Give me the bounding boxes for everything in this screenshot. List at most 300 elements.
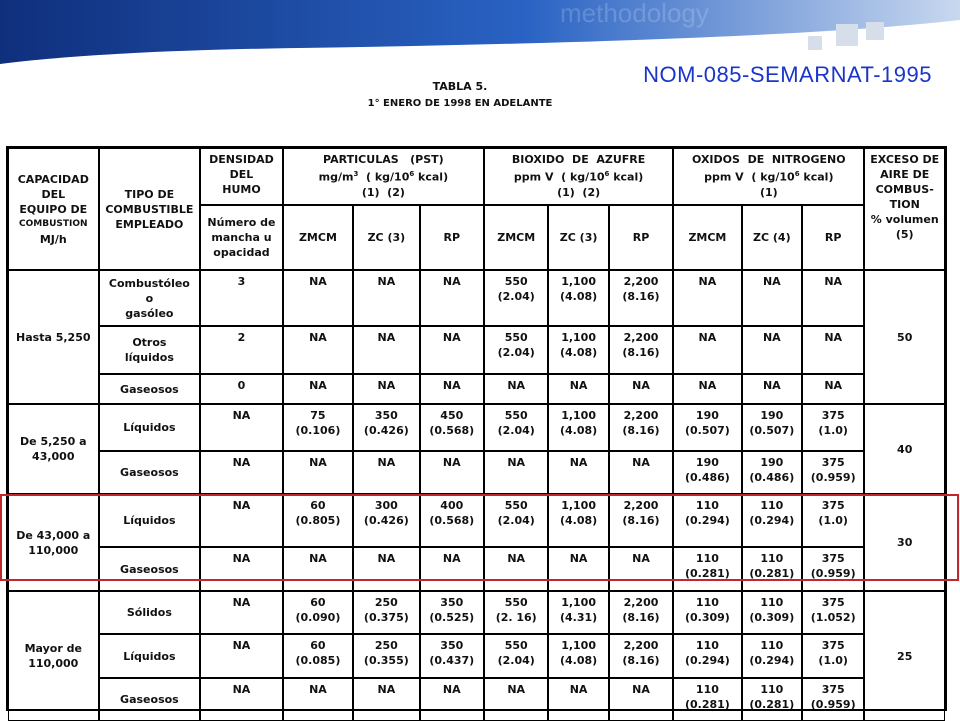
nox-value: (0.281) [749,698,795,711]
so2-value: (8.16) [622,424,660,437]
nox-value: (1.0) [818,514,848,527]
header-bioxido-azufre: BIOXIDO DE AZUFRE ppm V ( $kg/10^6$ kcal) (1) (2) [484,148,673,205]
pst-value: 60 [310,639,326,652]
fuel-type-line: Gaseosos [120,693,179,706]
nox-value: 110 [695,639,719,652]
so2-value: 2,200 [623,499,659,512]
table-row [8,326,945,374]
pst-value: (0.426) [363,424,409,437]
header-banner [0,0,960,64]
so2-value: NA [569,683,588,696]
density-cell: NA [200,494,283,547]
density-cell: 3 [200,270,283,326]
excess-air-cell: 50 [864,270,945,404]
subheader-so2-zc: ZC (3) [548,205,608,270]
so2-value: 1,100 [561,331,596,344]
nox-value-cell [742,494,802,547]
nox-value: (1.0) [818,424,848,437]
nox-value: 190 [695,409,719,422]
pst-value: (0.090) [295,611,341,624]
nox-value: 110 [695,596,719,609]
pst-value-cell [283,404,353,451]
so2-value: (4.08) [559,424,598,437]
nox-value: NA [824,331,843,344]
nox-value: NA [698,331,717,344]
pst-value: NA [309,683,327,696]
nox-value-cell [673,494,741,547]
pst-value-cell [353,404,419,451]
pst-value-cell [420,451,484,494]
table-row [8,374,945,404]
pst-value: (0.568) [429,514,475,527]
pst-value-cell [353,451,419,494]
so2-value-cell [548,326,608,374]
subheader-so2-rp: RP [609,205,673,270]
nox-value: 190 [760,456,784,469]
nox-value-cell [673,547,741,591]
nox-value-cell [802,270,864,326]
nox-value-cell [673,451,741,494]
pst-value-cell [420,591,484,634]
so2-value-cell [609,634,673,678]
table-row [8,591,945,634]
nox-value: 190 [695,456,719,469]
header-capacidad: CAPACIDAD DEL EQUIPO DE COMBUSTION MJ/h [8,148,99,270]
pst-value: NA [309,552,327,565]
so2-value: 550 [504,499,528,512]
so2-value-cell [548,678,608,721]
so2-value: (8.16) [622,290,660,303]
so2-value-cell [484,374,548,404]
so2-value-cell [609,547,673,591]
nox-value-cell [802,451,864,494]
pst-value: 350 [374,409,398,422]
so2-value-cell [548,591,608,634]
fuel-type-cell [99,678,201,721]
nox-value: 375 [821,499,845,512]
nox-value-cell [673,634,741,678]
nox-value-cell [673,326,741,374]
pst-value: NA [309,275,327,288]
nox-value: 110 [760,639,784,652]
fuel-type-cell [99,634,201,678]
nox-value-cell [802,591,864,634]
nox-value-cell [673,374,741,404]
so2-value: (2.04) [497,290,535,303]
so2-value-cell [484,678,548,721]
so2-value: 2,200 [623,409,659,422]
nox-value: (0.309) [749,611,795,624]
pst-value-cell [353,494,419,547]
pst-value-cell [353,591,419,634]
nox-value: (1.052) [810,611,856,624]
nox-value-cell [742,404,802,451]
density-cell: NA [200,591,283,634]
nox-value: (0.294) [749,514,795,527]
pst-value-cell [353,270,419,326]
nox-value-cell [802,326,864,374]
pst-value-cell [353,678,419,721]
fuel-type-cell [99,547,201,591]
density-cell: NA [200,678,283,721]
pst-value: NA [377,456,396,469]
nox-value-cell [673,270,741,326]
pst-value: (0.568) [429,424,475,437]
nox-value-cell [802,404,864,451]
pst-value-cell [283,591,353,634]
fuel-type-line: Otros [132,336,167,349]
nox-value-cell [802,634,864,678]
pst-value: (0.106) [295,424,341,437]
nox-value-cell [742,547,802,591]
pst-value: 400 [440,499,464,512]
pst-value: 250 [374,596,398,609]
pst-value-cell [420,494,484,547]
nox-value-cell [802,494,864,547]
nox-value: (0.281) [749,567,795,580]
pst-value: (0.525) [429,611,475,624]
capacity-cell: Hasta 5,250 [8,270,99,404]
density-cell: NA [200,404,283,451]
emissions-table [6,146,947,711]
nox-value-cell [673,678,741,721]
so2-value-cell [609,591,673,634]
so2-value: NA [632,456,650,469]
so2-value: 2,200 [623,596,659,609]
pst-value-cell [283,634,353,678]
nox-value: 190 [760,409,784,422]
nox-value: 375 [821,409,845,422]
so2-value: 1,100 [561,639,596,652]
header-exceso-aire: EXCESO DE AIRE DE COMBUS- TION % volumen (5) [864,148,945,270]
nox-value: 375 [821,596,845,609]
table-row [8,634,945,678]
subheader-so2-zmcm: ZMCM [484,205,548,270]
so2-value: (4.08) [559,654,598,667]
so2-value: (8.16) [622,346,660,359]
nox-value-cell [673,404,741,451]
nox-value-cell [742,374,802,404]
so2-value: NA [507,456,526,469]
pst-value: 75 [310,409,326,422]
nox-value-cell [742,270,802,326]
nox-value: (0.294) [749,654,795,667]
nox-value-cell [742,451,802,494]
so2-value-cell [484,404,548,451]
so2-value: 550 [504,596,528,609]
so2-value: (8.16) [622,654,660,667]
nox-value-cell [802,547,864,591]
table-row [8,451,945,494]
header-particulas: PARTICULAS (PST) $mg/m^3$ ( $kg/10^6$ kcal) (1) (2) [283,148,484,205]
so2-value: (2.04) [497,514,535,527]
table-body [8,270,945,721]
so2-value-cell [484,326,548,374]
nox-value: 375 [821,552,845,565]
so2-value: 550 [504,331,528,344]
pst-value-cell [420,634,484,678]
nox-value-cell [802,374,864,404]
so2-value-cell [484,451,548,494]
pst-value: NA [377,379,396,392]
capacity-cell: De 5,250 a 43,000 [8,404,99,494]
so2-value-cell [609,404,673,451]
nox-value-cell [802,678,864,721]
fuel-type-line: líquidos [124,351,174,364]
pst-value: (0.437) [429,654,475,667]
so2-value-cell [484,494,548,547]
so2-value: NA [507,683,526,696]
subheader-pst-zmcm: ZMCM [283,205,353,270]
pst-value-cell [283,451,353,494]
so2-value: NA [569,379,588,392]
so2-value: (2.04) [497,654,535,667]
nox-value: (0.959) [810,567,856,580]
fuel-type-line: Gaseosos [120,562,179,576]
so2-value: (2.04) [497,346,535,359]
pst-value: 350 [440,596,464,609]
pst-value-cell [283,326,353,374]
nox-value: (0.486) [684,471,730,484]
fuel-type-cell [99,494,201,547]
table-caption-subtitle: 1° ENERO DE 1998 EN ADELANTE [367,98,553,109]
pst-value-cell [420,404,484,451]
so2-value: (8.16) [622,611,660,624]
pst-value: 450 [440,409,464,422]
so2-value: 1,100 [561,499,596,512]
subheader-nox-zc: ZC (4) [742,205,802,270]
so2-value-cell [484,547,548,591]
fuel-type-cell [99,451,201,494]
fuel-type-cell [99,326,201,374]
pst-value: NA [309,379,327,392]
nox-value: 110 [760,596,784,609]
so2-value-cell [609,494,673,547]
nox-value: (0.507) [749,424,795,437]
fuel-type-line: Combustóleo [108,276,190,290]
pst-value-cell [283,270,353,326]
banner-watermark: methodology [560,0,709,28]
table-caption [330,78,590,112]
fuel-type-line: Sólidos [126,606,172,619]
so2-value: NA [632,379,650,392]
pst-value: 60 [310,596,326,609]
nox-value: 375 [821,456,845,469]
nox-value: (0.507) [684,424,730,437]
nox-value: 110 [695,499,719,512]
page-title: NOM-085-SEMARNAT-1995 [643,62,932,87]
so2-value: (8.16) [622,514,660,527]
nox-value: NA [762,275,781,288]
capacity-cell: De 43,000 a 110,000 [8,494,99,591]
nox-value: NA [698,275,717,288]
pst-value: NA [442,456,461,469]
pst-value: 350 [440,639,464,652]
pst-value: NA [442,552,461,565]
density-cell: NA [200,451,283,494]
pst-value: NA [377,275,396,288]
so2-value-cell [548,374,608,404]
table-row [8,547,945,591]
nox-value: 375 [821,683,845,696]
pst-value-cell [283,494,353,547]
so2-value: 1,100 [561,596,596,609]
nox-value: NA [698,379,717,392]
pst-value-cell [420,374,484,404]
so2-value: (4.08) [559,514,598,527]
so2-value-cell [548,270,608,326]
nox-value-cell [742,634,802,678]
table-caption-title: TABLA 5. [432,80,488,93]
so2-value: 550 [504,275,528,288]
fuel-type-line: Líquidos [123,421,176,434]
nox-value: (0.486) [749,471,795,484]
nox-value-cell [742,591,802,634]
pst-value: NA [377,552,396,565]
so2-value-cell [484,634,548,678]
nox-value: NA [762,331,781,344]
pst-value-cell [420,678,484,721]
nox-value: (0.294) [684,654,730,667]
nox-value-cell [673,591,741,634]
pst-value-cell [353,374,419,404]
nox-value: (0.281) [684,567,730,580]
pst-value: NA [442,683,461,696]
so2-value-cell [548,494,608,547]
pst-value: (0.355) [363,654,409,667]
so2-value-cell [609,374,673,404]
so2-value: NA [632,683,650,696]
excess-air-cell: 25 [864,591,945,721]
nox-value: (0.281) [684,698,730,711]
so2-value: (2. 16) [495,611,537,624]
so2-value: 1,100 [561,275,596,288]
subheader-pst-zc: ZC (3) [353,205,419,270]
so2-value-cell [609,451,673,494]
so2-value-cell [484,270,548,326]
nox-value: 110 [760,683,784,696]
so2-value-cell [484,591,548,634]
pst-value-cell [420,270,484,326]
header-densidad-sub: Número de mancha u opacidad [200,205,283,270]
pst-value: NA [309,331,327,344]
density-cell: 0 [200,374,283,404]
header-densidad: DENSIDAD DEL HUMO [200,148,283,205]
so2-value: (4.31) [559,611,598,624]
pst-value: (0.805) [295,514,341,527]
nox-value: 110 [760,499,784,512]
nox-value: (1.0) [818,654,848,667]
subheader-nox-rp: RP [802,205,864,270]
fuel-type-line: Líquidos [123,514,176,527]
so2-value-cell [609,678,673,721]
fuel-type-cell [99,374,201,404]
so2-value: NA [507,552,526,565]
so2-value: 2,200 [623,331,659,344]
so2-value: NA [569,456,588,469]
pst-value-cell [420,547,484,591]
excess-air-cell: 40 [864,404,945,494]
fuel-type-line: Líquidos [123,649,176,663]
density-cell: NA [200,547,283,591]
pst-value: NA [442,331,461,344]
nox-value: 110 [760,552,784,565]
nox-value: (0.959) [810,471,856,484]
so2-value: 550 [504,409,528,422]
pst-value: NA [309,456,327,469]
pst-value-cell [353,326,419,374]
pst-value-cell [283,678,353,721]
so2-value: 550 [504,639,528,652]
nox-value: 110 [695,683,719,696]
so2-value: 2,200 [623,275,659,288]
pst-value-cell [420,326,484,374]
so2-value-cell [609,326,673,374]
nox-value: (0.294) [684,514,730,527]
pst-value: 250 [374,639,398,652]
nox-value: NA [824,379,843,392]
pst-value: (0.375) [363,611,409,624]
so2-value: (4.08) [559,290,598,303]
nox-value: NA [762,379,781,392]
pst-value: NA [377,683,396,696]
nox-value: 110 [695,552,719,565]
subheader-pst-rp: RP [420,205,484,270]
so2-value: (4.08) [559,346,598,359]
so2-value: NA [632,552,650,565]
so2-value: 1,100 [561,409,596,422]
nox-value-cell [742,326,802,374]
pst-value-cell [283,547,353,591]
so2-value: 2,200 [623,639,659,652]
pst-value: NA [442,379,461,392]
nox-value-cell [742,678,802,721]
so2-value-cell [548,404,608,451]
header-tipo: TIPO DE COMBUSTIBLE EMPLEADO [99,148,201,270]
pst-value-cell [283,374,353,404]
nox-value: (0.959) [810,698,856,711]
fuel-type-cell [99,591,201,634]
pst-value-cell [353,547,419,591]
so2-value-cell [548,634,608,678]
excess-air-cell: 30 [864,494,945,591]
so2-value: (2.04) [497,424,535,437]
fuel-type-cell [99,404,201,451]
pst-value: NA [377,331,396,344]
capacity-cell: Mayor de 110,000 [8,591,99,721]
so2-value: NA [507,379,526,392]
pst-value: (0.085) [295,654,341,667]
pst-value: 300 [374,499,398,512]
fuel-type-line: gasóleo [125,306,174,320]
nox-value: 375 [821,639,845,652]
fuel-type-cell [99,270,201,326]
fuel-type-line: o [145,291,154,305]
subheader-nox-zmcm: ZMCM [673,205,741,270]
fuel-type-line: Gaseosos [120,466,179,479]
pst-value: (0.426) [363,514,409,527]
header-oxidos-nitrogeno: OXIDOS DE NITROGENO ppm V ( $kg/10^6$ kcal) (1) [673,148,864,205]
density-cell: 2 [200,326,283,374]
decor-square-icon [808,36,822,50]
pst-value-cell [353,634,419,678]
table-row [8,404,945,451]
so2-value-cell [548,451,608,494]
pst-value: 60 [310,499,326,512]
fuel-type-line: Gaseosos [120,382,179,396]
so2-value-cell [609,270,673,326]
nox-value: (0.309) [684,611,730,624]
